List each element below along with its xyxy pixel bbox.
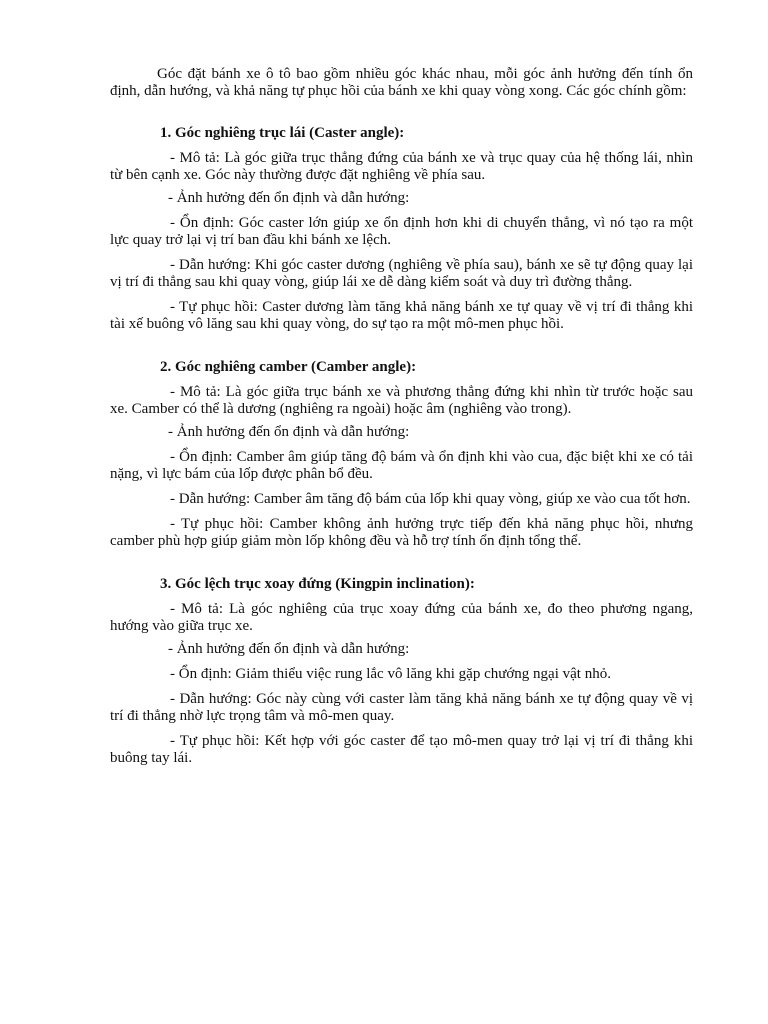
intro-paragraph: Góc đặt bánh xe ô tô bao gồm nhiều góc khác nhau, mỗi góc ảnh hưởng đến tính ổn định, dẫn hướng, và khả năng tự phục hồi của bánh xe khi quay vòng xong. Các góc chính gồm: bbox=[110, 66, 693, 99]
steering-paragraph: - Dẫn hướng: Góc này cùng với caster làm tăng khả năng bánh xe tự động quay về vị trí đi thẳng nhờ lực trọng tâm và mô-men quay. bbox=[110, 691, 693, 724]
section-heading: 1. Góc nghiêng trục lái (Caster angle): bbox=[160, 125, 405, 141]
effects-title: - Ảnh hưởng đến ổn định và dẫn hướng: bbox=[168, 190, 410, 206]
steering-paragraph: - Dẫn hướng: Camber âm tăng độ bám của lốp khi quay vòng, giúp xe vào cua tốt hơn. bbox=[170, 491, 691, 507]
section-camber bbox=[110, 359, 693, 550]
description-paragraph: - Mô tả: Là góc giữa trục thẳng đứng của bánh xe và trục quay của hệ thống lái, nhìn từ bên cạnh xe. Góc này thường được đặt nghiêng về phía sau. bbox=[110, 150, 693, 183]
stability-paragraph: - Ổn định: Giảm thiểu việc rung lắc vô lăng khi gặp chướng ngại vật nhỏ. bbox=[170, 666, 611, 682]
section-caster bbox=[110, 125, 693, 333]
recovery-paragraph: - Tự phục hồi: Kết hợp với góc caster để tạo mô-men quay trở lại vị trí đi thẳng khi buông tay lái. bbox=[110, 733, 693, 766]
steering-paragraph: - Dẫn hướng: Khi góc caster dương (nghiêng về phía sau), bánh xe sẽ tự động quay lại vị trí đi thẳng sau khi quay vòng, giúp lái xe dễ dàng kiểm soát và duy trì đường thẳng. bbox=[110, 257, 693, 290]
section-heading: 2. Góc nghiêng camber (Camber angle): bbox=[160, 359, 417, 375]
description-paragraph: - Mô tả: Là góc nghiêng của trục xoay đứng của bánh xe, đo theo phương ngang, hướng vào giữa trục xe. bbox=[110, 601, 693, 634]
effects-title: - Ảnh hưởng đến ổn định và dẫn hướng: bbox=[168, 641, 410, 657]
recovery-paragraph: - Tự phục hồi: Caster dương làm tăng khả năng bánh xe tự quay về vị trí đi thẳng khi tài xế buông vô lăng sau khi quay vòng, do sự tạo ra một mô-men phục hồi. bbox=[110, 299, 693, 332]
recovery-paragraph: - Tự phục hồi: Camber không ảnh hưởng trực tiếp đến khả năng phục hồi, nhưng camber phù hợp giúp giảm mòn lốp không đều và hỗ trợ tính ổn định tổng thể. bbox=[110, 516, 693, 549]
section-kingpin bbox=[110, 576, 693, 767]
effects-title: - Ảnh hưởng đến ổn định và dẫn hướng: bbox=[168, 424, 410, 440]
section-heading: 3. Góc lệch trục xoay đứng (Kingpin inclination): bbox=[160, 576, 475, 592]
stability-paragraph: - Ổn định: Camber âm giúp tăng độ bám và ổn định khi vào cua, đặc biệt khi xe có tải nặng, vì lực bám của lốp được phân bổ đều. bbox=[110, 449, 693, 482]
stability-paragraph: - Ổn định: Góc caster lớn giúp xe ổn định hơn khi di chuyển thẳng, vì nó tạo ra một lực quay trở lại vị trí ban đầu khi bánh xe lệch. bbox=[110, 215, 693, 248]
document-page bbox=[110, 66, 693, 767]
description-paragraph: - Mô tả: Là góc giữa trục bánh xe và phương thẳng đứng khi nhìn từ trước hoặc sau xe. Camber có thể là dương (nghiêng ra ngoài) hoặc âm (nghiêng vào trong). bbox=[110, 384, 693, 417]
